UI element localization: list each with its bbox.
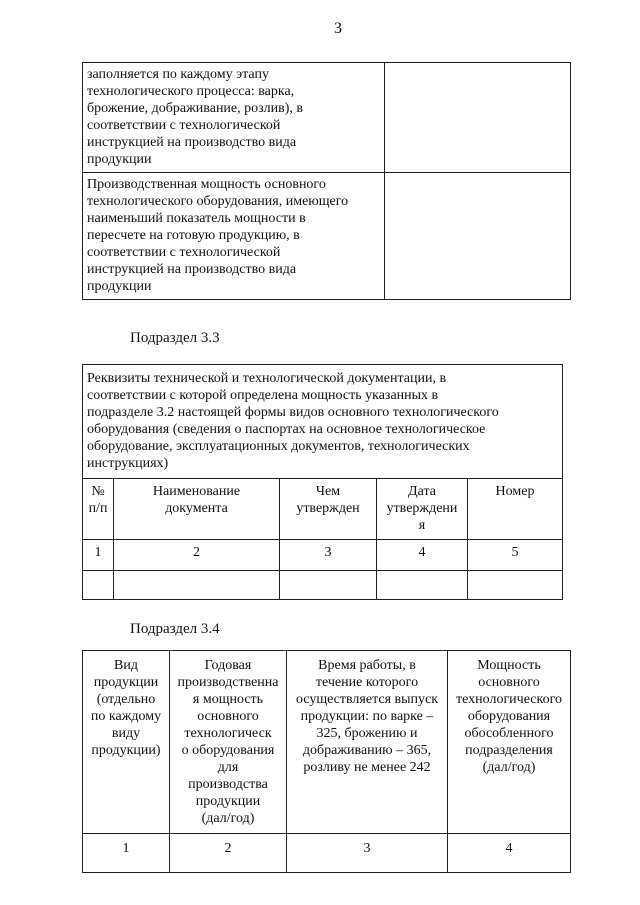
table-row [83,173,571,300]
table-caption: Реквизиты технической и технологической документации, в соответствии с которой определена мощность указанных в подразделе 3.2 настоящей формы видов основного технологического оборудования (сведения о паспортах на основное технологическое оборудование, эксплуатационных документов, технологических инструкциях) [83,365,563,479]
table-cell-empty [280,571,377,600]
table-row [83,834,571,873]
column-header: Номер [468,479,563,540]
table-cell-empty [83,571,114,600]
table-row-empty [83,571,563,600]
column-number: 3 [280,540,377,571]
column-header: Дата утверждени я [377,479,468,540]
column-header: Наименование документа [114,479,280,540]
table-header-row [83,651,571,834]
table-cell-empty [468,571,563,600]
column-number: 1 [83,540,114,571]
column-number: 3 [287,834,448,873]
column-header: № п/п [83,479,114,540]
table-cell-empty [377,571,468,600]
column-number: 4 [377,540,468,571]
subsection-title: Подраздел 3.4 [130,621,220,637]
column-header: Время работы, в течение которого осуществляется выпуск продукции: по варке – 325, брожению и дображиванию – 365, розливу не менее 242 [287,651,448,834]
column-header: Годовая производственна я мощность основного технологическ о оборудования для производства продукции (дал/год) [170,651,287,834]
column-number: 2 [170,834,287,873]
table-row [83,63,571,173]
capacity-table [82,650,571,873]
table-header-row [83,479,563,540]
table-cell-empty [384,63,570,173]
table-cell-empty [384,173,570,300]
table-row [83,540,563,571]
technology-table [82,62,571,300]
page-number: 3 [334,20,342,37]
column-header: Вид продукции (отдельно по каждому виду продукции) [83,651,170,834]
column-number: 4 [448,834,571,873]
column-number: 1 [83,834,170,873]
column-number: 2 [114,540,280,571]
table-caption-row [83,365,563,479]
subsection-title: Подраздел 3.3 [130,330,220,346]
table-cell-empty [114,571,280,600]
column-header: Чем утвержден [280,479,377,540]
column-number: 5 [468,540,563,571]
documentation-table [82,364,563,600]
column-header: Мощность основного технологического оборудования обособленного подразделения (дал/год) [448,651,571,834]
table-cell: Производственная мощность основного технологического оборудования, имеющего наименьший показатель мощности в пересчете на готовую продукцию, в соответствии с технологической инструкцией на производство вида продукции [83,173,385,300]
table-cell: заполняется по каждому этапу технологического процесса: варка, брожение, дображивание, розлив), в соответствии с технологической инструкцией на производство вида продукции [83,63,385,173]
